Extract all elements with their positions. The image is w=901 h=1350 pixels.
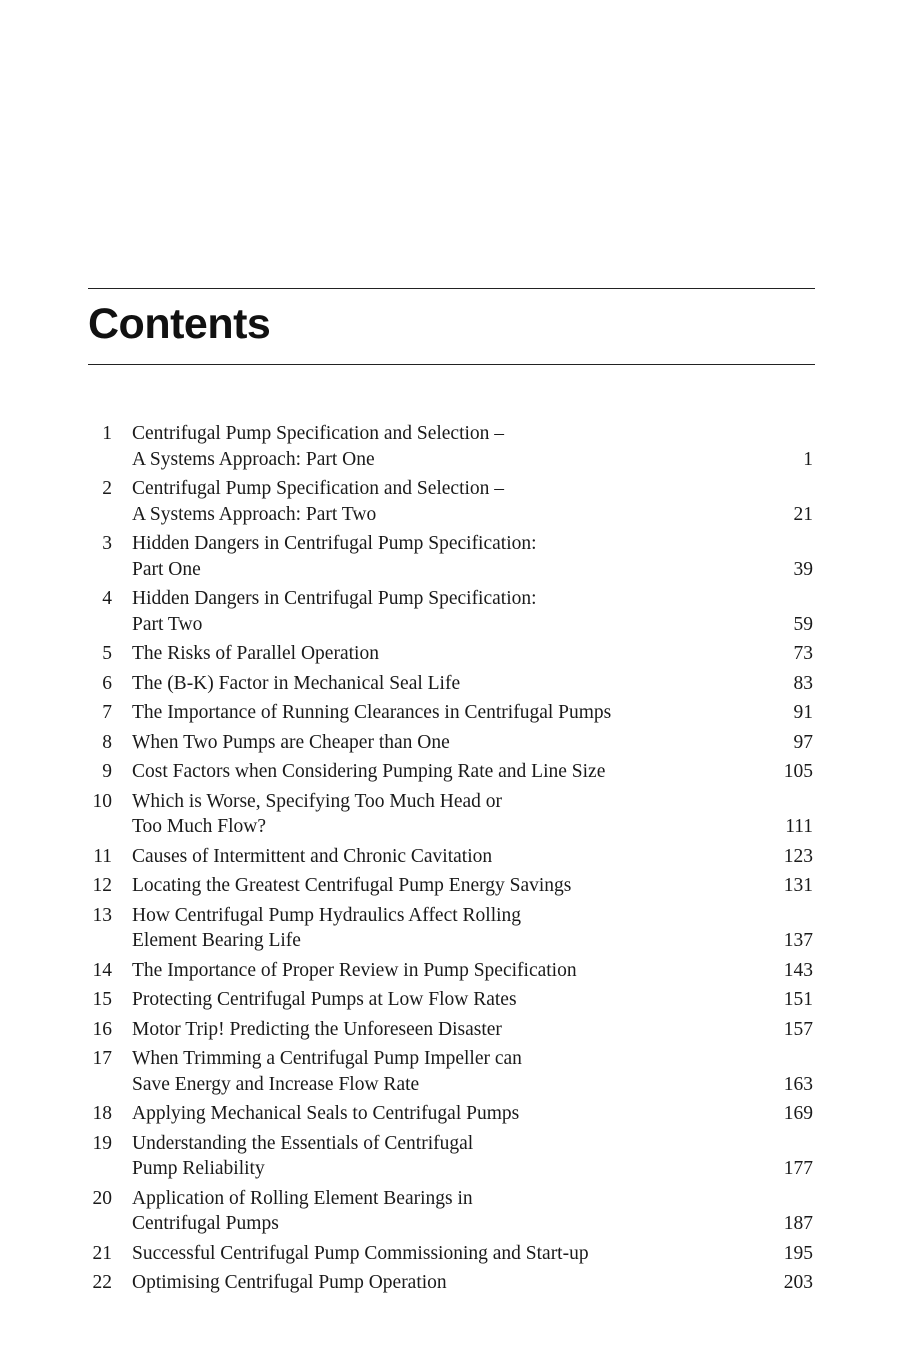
toc-entry[interactable] — [0, 1101, 901, 1127]
chapter-title-line: The Importance of Running Clearances in Centrifugal Pumps — [132, 702, 612, 723]
page-number: 1 — [803, 448, 813, 470]
chapter-title — [132, 700, 692, 726]
chapter-title-line: Centrifugal Pump Specification and Selection – — [132, 423, 505, 444]
toc-entry[interactable] — [0, 1270, 901, 1296]
chapter-title — [132, 987, 692, 1013]
page-number: 163 — [783, 1073, 813, 1095]
chapter-title — [132, 421, 692, 472]
chapter-title-line: Hidden Dangers in Centrifugal Pump Specification: — [132, 588, 537, 609]
chapter-number: 19 — [92, 1132, 112, 1154]
toc-entry[interactable] — [0, 641, 901, 667]
chapter-title-line: Element Bearing Life — [132, 930, 301, 951]
chapter-title-line: Protecting Centrifugal Pumps at Low Flow Rates — [132, 989, 517, 1010]
chapter-title-line: Pump Reliability — [132, 1158, 265, 1179]
chapter-title — [132, 873, 692, 899]
chapter-title-line: When Trimming a Centrifugal Pump Impeller can — [132, 1048, 522, 1069]
page-number: 151 — [783, 989, 813, 1010]
toc-entry[interactable] — [0, 903, 901, 954]
chapter-number: 3 — [102, 533, 112, 554]
chapter-title-line: Save Energy and Increase Flow Rate — [132, 1073, 420, 1095]
chapter-number: 9 — [102, 761, 112, 782]
toc-entry[interactable] — [0, 586, 901, 637]
page-number: 187 — [783, 1213, 813, 1234]
chapter-title — [132, 1046, 692, 1097]
toc-entry[interactable] — [0, 789, 901, 840]
chapter-title-line: Application of Rolling Element Bearings in — [132, 1187, 473, 1209]
chapter-title-line: Part Two — [132, 613, 203, 635]
chapter-title — [132, 759, 692, 785]
chapter-title — [132, 671, 692, 697]
chapter-title-line: Optimising Centrifugal Pump Operation — [132, 1272, 447, 1293]
chapter-title — [132, 1186, 692, 1237]
chapter-title — [132, 1131, 692, 1182]
toc-entry[interactable] — [0, 844, 901, 870]
chapter-title — [132, 1241, 692, 1267]
chapter-title — [132, 1270, 692, 1296]
chapter-title-line: The (B-K) Factor in Mechanical Seal Life — [132, 672, 461, 694]
chapter-number: 21 — [92, 1242, 112, 1264]
chapter-number: 22 — [92, 1272, 112, 1293]
page-number: 203 — [783, 1272, 813, 1293]
toc-entry[interactable] — [0, 531, 901, 582]
chapter-title-line: The Risks of Parallel Operation — [132, 643, 379, 664]
page-number: 73 — [793, 643, 813, 664]
page-number: 83 — [793, 672, 813, 694]
chapter-title-line: Too Much Flow? — [132, 816, 267, 837]
toc-entry[interactable] — [0, 1241, 901, 1267]
toc-entry[interactable] — [0, 873, 901, 899]
chapter-title-line: Part One — [132, 558, 201, 580]
page-number: 131 — [783, 875, 813, 896]
toc-entry[interactable] — [0, 1131, 901, 1182]
chapter-number: 5 — [102, 643, 112, 664]
chapter-title-line: When Two Pumps are Cheaper than One — [132, 731, 450, 753]
table-of-contents — [0, 421, 901, 1300]
toc-entry[interactable] — [0, 1017, 901, 1043]
chapter-number: 20 — [92, 1187, 112, 1209]
chapter-number: 6 — [102, 672, 112, 694]
chapter-title-line: Centrifugal Pumps — [132, 1213, 279, 1234]
chapter-title-line: How Centrifugal Pump Hydraulics Affect Rolling — [132, 904, 522, 926]
toc-entry[interactable] — [0, 1046, 901, 1097]
chapter-title-line: Causes of Intermittent and Chronic Cavitation — [132, 845, 493, 867]
page-number: 169 — [783, 1103, 813, 1124]
chapter-title — [132, 1101, 692, 1127]
toc-entry[interactable] — [0, 730, 901, 756]
toc-entry[interactable] — [0, 759, 901, 785]
heading-bottom-rule — [88, 364, 815, 365]
chapter-title-line: Hidden Dangers in Centrifugal Pump Specification: — [132, 533, 537, 554]
toc-entry[interactable] — [0, 671, 901, 697]
chapter-number: 2 — [102, 478, 112, 499]
chapter-number: 11 — [93, 845, 112, 867]
page-number: 137 — [783, 930, 813, 951]
chapter-title-line: Motor Trip! Predicting the Unforeseen Disaster — [132, 1018, 502, 1040]
toc-entry[interactable] — [0, 1186, 901, 1237]
chapter-title — [132, 641, 692, 667]
chapter-title — [132, 958, 692, 984]
toc-entry[interactable] — [0, 987, 901, 1013]
chapter-number: 12 — [92, 875, 112, 896]
chapter-number: 15 — [92, 989, 112, 1010]
chapter-number: 13 — [92, 904, 112, 926]
toc-entry[interactable] — [0, 476, 901, 527]
page-number: 105 — [783, 761, 813, 782]
chapter-number: 8 — [102, 731, 112, 753]
chapter-title-line: Understanding the Essentials of Centrifugal — [132, 1132, 474, 1154]
page-number: 39 — [793, 558, 813, 580]
page-title: Contents — [88, 300, 271, 348]
chapter-title — [132, 531, 692, 582]
chapter-title-line: Cost Factors when Considering Pumping Rate and Line Size — [132, 761, 606, 782]
chapter-title — [132, 1017, 692, 1043]
chapter-number: 14 — [92, 959, 112, 981]
chapter-title-line: Applying Mechanical Seals to Centrifugal Pumps — [132, 1103, 520, 1124]
chapter-number: 7 — [102, 702, 112, 723]
page-number: 97 — [793, 731, 813, 753]
toc-entry[interactable] — [0, 700, 901, 726]
chapter-number: 18 — [92, 1103, 112, 1124]
chapter-title — [132, 586, 692, 637]
chapter-title — [132, 730, 692, 756]
chapter-title-line: Successful Centrifugal Pump Commissioning and Start-up — [132, 1242, 589, 1264]
page-number: 123 — [783, 845, 813, 867]
chapter-number: 10 — [92, 790, 112, 812]
chapter-title-line: Centrifugal Pump Specification and Selection – — [132, 478, 505, 499]
chapter-title — [132, 476, 692, 527]
toc-entry[interactable] — [0, 958, 901, 984]
chapter-title-line: Which is Worse, Specifying Too Much Head or — [132, 790, 503, 812]
heading-top-rule — [88, 288, 815, 289]
chapter-title — [132, 844, 692, 870]
chapter-title — [132, 789, 692, 840]
chapter-title — [132, 903, 692, 954]
chapter-number: 4 — [102, 588, 112, 609]
chapter-number: 1 — [102, 423, 112, 444]
toc-entry[interactable] — [0, 421, 901, 472]
page-number: 143 — [783, 959, 813, 981]
page-number: 21 — [793, 503, 813, 525]
chapter-number: 16 — [92, 1018, 112, 1040]
page-number: 91 — [793, 702, 813, 723]
page-number: 157 — [783, 1018, 813, 1040]
chapter-title-line: A Systems Approach: Part Two — [132, 503, 377, 525]
chapter-title-line: The Importance of Proper Review in Pump Specification — [132, 959, 577, 981]
page-number: 177 — [783, 1158, 813, 1179]
chapter-number: 17 — [92, 1048, 112, 1069]
page-number: 111 — [785, 816, 813, 837]
page-number: 59 — [793, 613, 813, 635]
chapter-title-line: A Systems Approach: Part One — [132, 448, 375, 470]
chapter-title-line: Locating the Greatest Centrifugal Pump Energy Savings — [132, 875, 572, 896]
page-number: 195 — [783, 1242, 813, 1264]
